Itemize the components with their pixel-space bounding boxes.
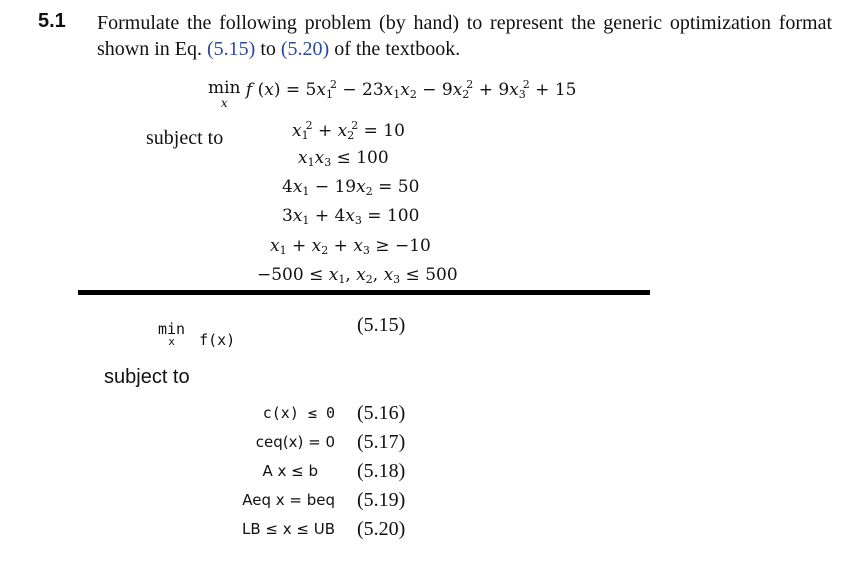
eq-tag-5-15: (5.15) <box>357 314 406 336</box>
constraint-2: $x_1x_3 \le 100$ <box>298 148 389 169</box>
statement-text-2: to <box>255 38 281 60</box>
eq-tag-5-16: (5.16) <box>357 402 406 424</box>
constraint-1: $x_1^2 + x_2^2 = 10$ <box>292 119 405 142</box>
problem-statement <box>97 10 832 62</box>
min-operator: min x <box>208 78 241 110</box>
generic-subject-to-label: subject to <box>104 366 190 388</box>
eq-tag-5-20: (5.20) <box>357 518 406 540</box>
generic-min-operator: min x <box>158 320 186 348</box>
constraint-5: $x_1 + x_2 + x_3 \ge -10$ <box>270 236 431 257</box>
subject-to-label: subject to <box>146 127 224 149</box>
eq-tag-5-17: (5.17) <box>357 431 406 453</box>
generic-objective-fx: f(x) <box>199 331 236 349</box>
statement-text-1: Formulate the following problem (by hand) to represent the generic optimization format shown in Eq. <box>97 12 832 60</box>
generic-constraint-c: c(x) ≤ 0 <box>262 404 335 422</box>
problem-number: 5.1 <box>38 10 66 32</box>
divider-rule <box>78 290 650 295</box>
generic-constraint-aeq: Aeq x = beq <box>242 491 335 509</box>
generic-constraint-ax: A x ≤ b <box>262 462 318 480</box>
constraint-bounds: $-500 \le x_1$, $x_2$, $x_3 \le 500$ <box>257 265 458 286</box>
eq-tag-5-18: (5.18) <box>357 460 406 482</box>
generic-constraint-ceq: ceq(x) = 0 <box>255 433 335 451</box>
generic-constraint-bounds: LB ≤ x ≤ UB <box>241 520 335 538</box>
constraint-3: $4x_1 - 19x_2 = 50$ <box>282 177 420 198</box>
eq-ref-5-15[interactable]: (5.15) <box>207 38 256 60</box>
generic-objective <box>158 320 235 350</box>
eq-tag-5-19: (5.19) <box>357 489 406 511</box>
constraint-4: $3x_1 + 4x_3 = 100$ <box>282 206 420 227</box>
objective-equation: min x f $(x) = 5x_1^2 - 23x_1x_2 - 9x_2^2 + 9x_3^2 + 15$ <box>208 78 577 110</box>
eq-ref-5-20[interactable]: (5.20) <box>280 38 330 60</box>
statement-text-3: of the textbook. <box>329 38 461 60</box>
